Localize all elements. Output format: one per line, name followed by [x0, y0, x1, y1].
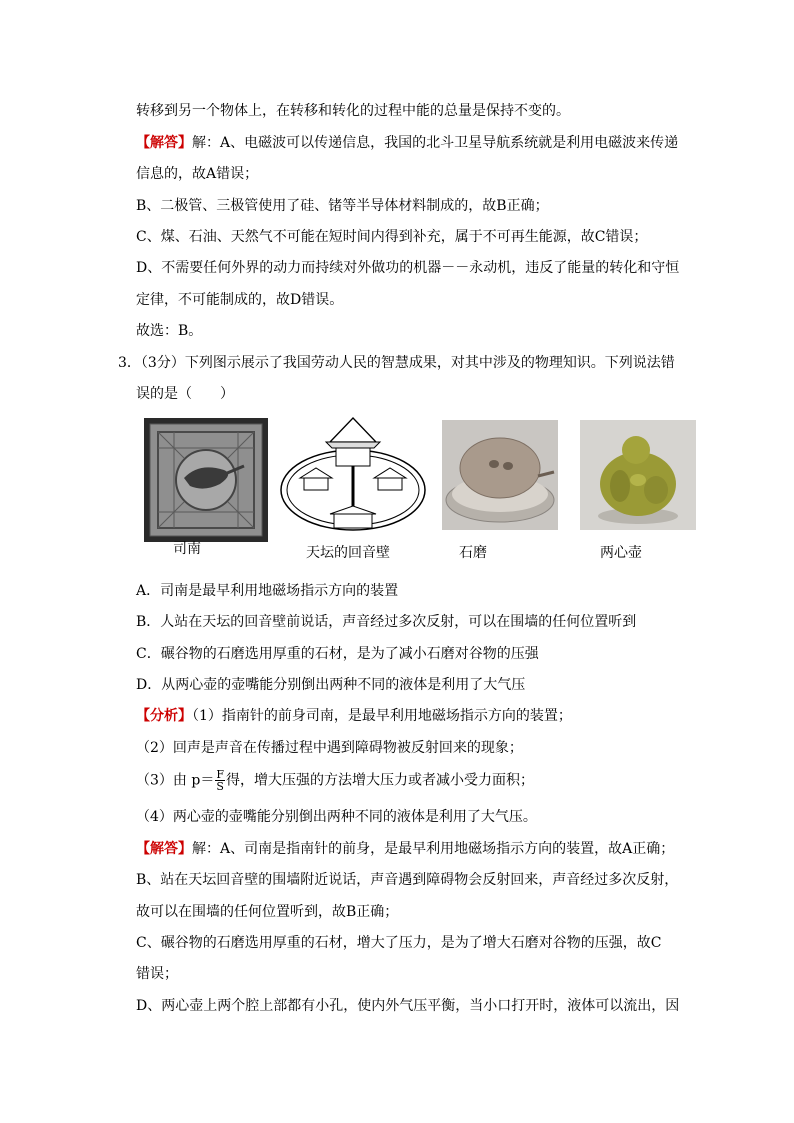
answer-tag: 【解答】 [136, 135, 192, 151]
answer-line: C、碾谷物的石磨选用厚重的石材，增大了压力，是为了增大石磨对谷物的压强，故C [136, 935, 662, 951]
analysis-line [136, 769, 534, 792]
caption-echo-wall: 天坛的回音壁 [306, 545, 390, 561]
text-line: B、二极管、三极管使用了硅、锗等半导体材料制成的，故B正确； [136, 198, 549, 214]
fraction-numerator: F [216, 768, 224, 781]
option-a: A．司南是最早利用地磁场指示方向的装置 [136, 583, 399, 599]
pressure-fraction [215, 769, 225, 792]
stone-mill-image [442, 420, 558, 530]
text-line: 转移到另一个物体上，在转移和转化的过程中能的总量是保持不变的。 [136, 103, 570, 119]
caption-sinan: 司南 [173, 541, 201, 557]
analysis-line [136, 706, 572, 726]
option-c: C．碾谷物的石磨选用厚重的石材，是为了减小石磨对谷物的压强 [136, 646, 539, 662]
text-line [136, 133, 678, 153]
question-stem: 误的是（ ） [136, 386, 234, 402]
text-span: 得，增大压强的方法增大压力或者减小受力面积； [225, 772, 534, 789]
answer-line [136, 839, 674, 859]
fraction-denominator: S [216, 780, 224, 793]
option-b: B．人站在天坛的回音壁前说话，声音经过多次反射，可以在围墙的任何位置听到 [136, 614, 637, 630]
text-span: （3）由 p＝ [136, 772, 215, 789]
answer-line: D、两心壶上两个腔上部都有小孔，使内外气压平衡，当小口打开时，液体可以流出，因 [136, 998, 680, 1014]
text-line: 信息的，故A错误； [136, 166, 259, 182]
echo-wall-image [278, 412, 428, 540]
text-line: 定律，不可能制成的，故D错误。 [136, 292, 344, 308]
analysis-tag: 【分析】 [136, 708, 192, 724]
sinan-image [144, 418, 268, 542]
text-span: 解：A、司南是指南针的前身，是最早利用地磁场指示方向的装置，故A正确； [192, 841, 675, 857]
text-line: D、不需要任何外界的动力而持续对外做功的机器－－永动机，违反了能量的转化和守恒 [136, 260, 680, 276]
question-stem: 3．（3分）下列图示展示了我国劳动人民的智慧成果，对其中涉及的物理知识。下列说法错 [118, 355, 675, 371]
answer-line: 错误； [136, 966, 178, 982]
text-line: C、煤、石油、天然气不可能在短时间内得到补充，属于不可再生能源，故C错误； [136, 229, 648, 245]
text-span: 解：A、电磁波可以传递信息，我国的北斗卫星导航系统就是利用电磁波来传递 [192, 135, 679, 151]
analysis-line: （4）两心壶的壶嘴能分别倒出两种不同的液体是利用了大气压。 [136, 809, 537, 825]
text-span: （1）指南针的前身司南，是最早利用地磁场指示方向的装置； [192, 708, 572, 724]
caption-stone-mill: 石磨 [459, 545, 487, 561]
figure-row [140, 412, 700, 572]
analysis-line: （2）回声是声音在传播过程中遇到障碍物被反射回来的现象； [136, 740, 523, 756]
caption-two-heart-pot: 两心壶 [600, 545, 642, 561]
answer-line: B、站在天坛回音壁的围墙附近说话，声音遇到障碍物会反射回来，声音经过多次反射， [136, 872, 679, 888]
option-d: D．从两心壶的壶嘴能分别倒出两种不同的液体是利用了大气压 [136, 677, 526, 693]
text-line: 故选：B。 [136, 323, 203, 339]
answer-tag: 【解答】 [136, 841, 192, 857]
two-heart-pot-image [580, 420, 696, 530]
answer-line: 故可以在围墙的任何位置听到，故B正确； [136, 904, 399, 920]
